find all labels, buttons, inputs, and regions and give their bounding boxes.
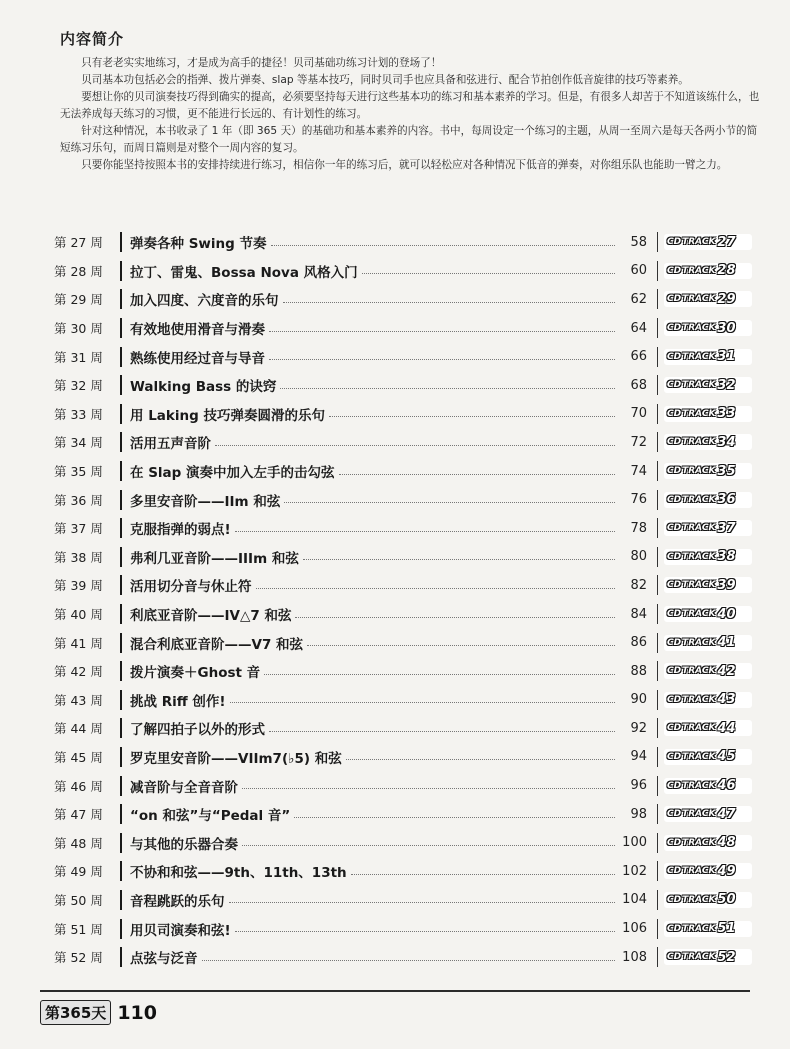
toc-separator	[120, 547, 122, 567]
toc-separator	[657, 318, 658, 338]
cd-track-badge	[664, 549, 752, 565]
toc-row[interactable]	[40, 571, 752, 600]
cd-track-badge	[664, 863, 752, 879]
toc-title: 音程跳跃的乐句	[130, 893, 225, 910]
track-number: 27	[717, 234, 736, 250]
toc-page-number: 70	[630, 406, 647, 422]
track-number: 28	[717, 263, 736, 279]
toc-separator	[120, 861, 122, 881]
page-footer	[40, 1000, 157, 1025]
toc-page-number: 104	[622, 892, 647, 908]
toc-separator	[657, 575, 658, 595]
toc-page-number: 60	[630, 263, 647, 279]
toc-title: 用贝司演奏和弦!	[130, 922, 231, 939]
toc-title: “on 和弦”与“Pedal 音”	[130, 808, 291, 825]
toc-row[interactable]	[40, 686, 752, 715]
track-label: TRACK	[682, 237, 716, 248]
toc-separator	[120, 776, 122, 796]
toc-week: 第 37 周	[54, 521, 103, 537]
toc-separator	[657, 690, 658, 710]
track-label: TRACK	[682, 637, 716, 648]
track-number: 37	[717, 520, 736, 536]
track-number: 46	[717, 778, 736, 794]
toc-page-number: 66	[630, 349, 647, 365]
cd-label: CD	[667, 351, 682, 362]
toc-leader-dots	[351, 874, 615, 875]
track-label: TRACK	[682, 780, 716, 791]
track-number: 35	[717, 463, 736, 479]
cd-track-badge	[664, 520, 752, 536]
toc-row[interactable]	[40, 400, 752, 429]
toc-separator	[657, 432, 658, 452]
toc-separator	[120, 318, 122, 338]
toc-separator	[657, 718, 658, 738]
toc-row[interactable]	[40, 314, 752, 343]
toc-week: 第 29 周	[54, 292, 103, 308]
toc-row[interactable]	[40, 228, 752, 257]
cd-track-badge	[664, 263, 752, 279]
toc-leader-dots	[307, 645, 615, 646]
toc-leader-dots	[269, 359, 615, 360]
toc-page-number: 106	[622, 921, 647, 937]
track-number: 45	[717, 749, 736, 765]
toc-week: 第 51 周	[54, 921, 103, 937]
toc-separator	[120, 375, 122, 395]
toc-week: 第 52 周	[54, 950, 103, 966]
toc-week: 第 41 周	[54, 635, 103, 651]
toc-page-number: 100	[622, 835, 647, 851]
toc-separator	[657, 232, 658, 252]
toc-week: 第 47 周	[54, 807, 103, 823]
cd-track-badge	[664, 778, 752, 794]
track-number: 31	[717, 349, 736, 365]
track-number: 29	[717, 291, 736, 307]
toc-week: 第 39 周	[54, 578, 103, 594]
toc-title: 挑战 Riff 创作!	[130, 693, 226, 710]
toc-separator	[120, 633, 122, 653]
toc-separator	[657, 461, 658, 481]
toc-leader-dots	[242, 788, 615, 789]
track-number: 49	[717, 863, 736, 879]
cd-label: CD	[667, 437, 682, 448]
track-number: 34	[717, 434, 736, 450]
cd-label: CD	[667, 609, 682, 620]
toc-week: 第 50 周	[54, 892, 103, 908]
toc-separator	[657, 490, 658, 510]
toc-separator	[120, 261, 122, 281]
toc-leader-dots	[295, 617, 615, 618]
toc-row[interactable]	[40, 485, 752, 514]
toc-page-number: 58	[630, 234, 647, 250]
toc-page-number: 102	[622, 863, 647, 879]
toc-week: 第 31 周	[54, 349, 103, 365]
toc-week: 第 33 周	[54, 406, 103, 422]
track-label: TRACK	[682, 294, 716, 305]
track-label: TRACK	[682, 609, 716, 620]
toc-row[interactable]	[40, 886, 752, 915]
toc-page-number: 88	[630, 663, 647, 679]
page-number: 110	[117, 1001, 157, 1024]
toc-week: 第 43 周	[54, 692, 103, 708]
toc-separator	[657, 804, 658, 824]
toc-page-number: 96	[630, 778, 647, 794]
toc-title: 点弦与泛音	[130, 951, 198, 968]
toc-row[interactable]	[40, 514, 752, 543]
toc-separator	[657, 289, 658, 309]
toc-separator	[120, 833, 122, 853]
track-label: TRACK	[682, 723, 716, 734]
toc-row[interactable]	[40, 714, 752, 743]
toc-separator	[120, 490, 122, 510]
cd-track-badge	[664, 692, 752, 708]
toc-row[interactable]	[40, 543, 752, 572]
toc-page-number: 90	[630, 692, 647, 708]
cd-label: CD	[667, 837, 682, 848]
toc-separator	[657, 547, 658, 567]
cd-label: CD	[667, 637, 682, 648]
toc-leader-dots	[256, 588, 616, 589]
toc-row[interactable]	[40, 257, 752, 286]
toc-page-number: 74	[630, 463, 647, 479]
cd-track-badge	[664, 720, 752, 736]
toc-title: 熟练使用经过音与导音	[130, 350, 265, 367]
toc-title: 加入四度、六度音的乐句	[130, 293, 279, 310]
toc-row[interactable]	[40, 342, 752, 371]
cd-label: CD	[667, 894, 682, 905]
toc-week: 第 35 周	[54, 464, 103, 480]
toc-title: 弹奏各种 Swing 节奏	[130, 236, 267, 253]
track-number: 36	[717, 492, 736, 508]
toc-title: 了解四拍子以外的形式	[130, 722, 265, 739]
toc-separator	[657, 919, 658, 939]
track-number: 50	[717, 892, 736, 908]
cd-label: CD	[667, 380, 682, 391]
toc-page-number: 62	[630, 291, 647, 307]
toc-row[interactable]	[40, 800, 752, 829]
toc-title: 拉丁、雷鬼、Bossa Nova 风格入门	[130, 264, 358, 281]
cd-track-badge	[664, 635, 752, 651]
track-label: TRACK	[682, 551, 716, 562]
toc-separator	[657, 347, 658, 367]
cd-label: CD	[667, 551, 682, 562]
toc-week: 第 48 周	[54, 835, 103, 851]
toc-title: 减音阶与全音音阶	[130, 779, 238, 796]
track-label: TRACK	[682, 494, 716, 505]
cd-label: CD	[667, 466, 682, 477]
toc-leader-dots	[294, 817, 615, 818]
toc-leader-dots	[284, 502, 615, 503]
toc-separator	[120, 461, 122, 481]
track-label: TRACK	[682, 837, 716, 848]
toc-separator	[657, 833, 658, 853]
cd-label: CD	[667, 723, 682, 734]
toc-row[interactable]	[40, 285, 752, 314]
toc-leader-dots	[215, 445, 615, 446]
toc-title: 活用切分音与休止符	[130, 579, 252, 596]
toc-page-number: 108	[622, 949, 647, 965]
toc-separator	[657, 604, 658, 624]
toc-week: 第 28 周	[54, 263, 103, 279]
toc-row[interactable]	[40, 828, 752, 857]
track-number: 40	[717, 606, 736, 622]
track-number: 42	[717, 663, 736, 679]
toc-separator	[120, 804, 122, 824]
toc-title: 有效地使用滑音与滑奏	[130, 322, 265, 339]
toc-title: 弗利几亚音阶——IIIm 和弦	[130, 550, 299, 567]
toc-week: 第 42 周	[54, 664, 103, 680]
intro-paragraph: 针对这种情况，本书收录了 1 年（即 365 天）的基础功和基本素养的内容。书中，每周设定一个练习的主题，从周一至周六是每天各两小节的简短练习乐句，而周日篇则是对整个一周内容的复习。	[60, 125, 758, 154]
toc-leader-dots	[346, 759, 615, 760]
track-label: TRACK	[682, 265, 716, 276]
cd-label: CD	[667, 523, 682, 534]
toc-separator	[120, 747, 122, 767]
cd-label: CD	[667, 666, 682, 677]
toc-week: 第 40 周	[54, 607, 103, 623]
track-label: TRACK	[682, 466, 716, 477]
toc-row[interactable]	[40, 600, 752, 629]
cd-label: CD	[667, 809, 682, 820]
track-label: TRACK	[682, 952, 716, 963]
toc-week: 第 32 周	[54, 378, 103, 394]
toc-separator	[120, 347, 122, 367]
toc-row[interactable]	[40, 943, 752, 972]
cd-track-badge	[664, 806, 752, 822]
track-number: 47	[717, 806, 736, 822]
toc-separator	[657, 404, 658, 424]
cd-label: CD	[667, 751, 682, 762]
track-number: 38	[717, 549, 736, 565]
intro-paragraph: 要想让你的贝司演奏技巧得到确实的提高，必须要坚持每天进行这些基本功的练习和基本素养的学习。但是，有很多人却苦于不知道该练什么，也无法养成每天练习的习惯，更不能进行长远的、有计划性的练习。	[60, 91, 760, 120]
toc-leader-dots	[303, 559, 615, 560]
toc-separator	[657, 776, 658, 796]
track-number: 33	[717, 406, 736, 422]
toc-separator	[120, 661, 122, 681]
toc-row[interactable]	[40, 857, 752, 886]
track-label: TRACK	[682, 380, 716, 391]
cd-label: CD	[667, 237, 682, 248]
toc-separator	[120, 919, 122, 939]
toc-separator	[657, 375, 658, 395]
toc-week: 第 36 周	[54, 492, 103, 508]
track-label: TRACK	[682, 351, 716, 362]
cd-track-badge	[664, 921, 752, 937]
cd-track-badge	[664, 492, 752, 508]
toc-separator	[657, 947, 658, 967]
toc-page-number: 78	[630, 520, 647, 536]
track-label: TRACK	[682, 751, 716, 762]
cd-track-badge	[664, 606, 752, 622]
cd-label: CD	[667, 408, 682, 419]
track-label: TRACK	[682, 523, 716, 534]
book-title-badge: 第365天	[40, 1000, 111, 1025]
cd-label: CD	[667, 952, 682, 963]
toc-page-number: 64	[630, 320, 647, 336]
track-label: TRACK	[682, 694, 716, 705]
toc-title: 拨片演奏＋Ghost 音	[130, 665, 261, 682]
track-label: TRACK	[682, 323, 716, 334]
toc-separator	[120, 289, 122, 309]
toc-title: 与其他的乐器合奏	[130, 836, 238, 853]
bottom-divider	[40, 990, 750, 992]
toc-row[interactable]	[40, 457, 752, 486]
track-label: TRACK	[682, 408, 716, 419]
toc-week: 第 46 周	[54, 778, 103, 794]
track-number: 30	[717, 320, 736, 336]
toc-week: 第 27 周	[54, 235, 103, 251]
toc-leader-dots	[235, 531, 615, 532]
toc-page-number: 92	[630, 720, 647, 736]
toc-page-number: 80	[630, 549, 647, 565]
table-of-contents	[40, 228, 752, 971]
track-label: TRACK	[682, 894, 716, 905]
toc-title: 克服指弹的弱点!	[130, 522, 231, 539]
toc-week: 第 45 周	[54, 749, 103, 765]
toc-page-number: 76	[630, 492, 647, 508]
track-label: TRACK	[682, 923, 716, 934]
toc-leader-dots	[229, 902, 616, 903]
toc-separator	[120, 432, 122, 452]
toc-separator	[657, 261, 658, 281]
track-number: 52	[717, 949, 736, 965]
cd-track-badge	[664, 434, 752, 450]
toc-title: 罗克里安音阶——VIIm7(♭5) 和弦	[130, 750, 342, 767]
cd-track-badge	[664, 577, 752, 593]
toc-week: 第 34 周	[54, 435, 103, 451]
toc-title: 用 Laking 技巧弹奏圆滑的乐句	[130, 407, 325, 424]
toc-separator	[657, 861, 658, 881]
track-label: TRACK	[682, 666, 716, 677]
cd-track-badge	[664, 234, 752, 250]
toc-leader-dots	[329, 416, 615, 417]
toc-row[interactable]	[40, 628, 752, 657]
cd-label: CD	[667, 265, 682, 276]
toc-row[interactable]	[40, 657, 752, 686]
cd-label: CD	[667, 866, 682, 877]
toc-title: 在 Slap 演奏中加入左手的击勾弦	[130, 465, 335, 482]
toc-row[interactable]	[40, 914, 752, 943]
toc-leader-dots	[339, 474, 615, 475]
toc-separator	[120, 575, 122, 595]
cd-track-badge	[664, 406, 752, 422]
cd-track-badge	[664, 349, 752, 365]
cd-track-badge	[664, 463, 752, 479]
intro-section	[60, 28, 760, 174]
toc-separator	[120, 947, 122, 967]
toc-leader-dots	[264, 674, 615, 675]
cd-track-badge	[664, 377, 752, 393]
toc-separator	[120, 890, 122, 910]
toc-separator	[657, 633, 658, 653]
track-number: 48	[717, 835, 736, 851]
intro-paragraph: 贝司基本功包括必会的指弹、拨片弹奏、slap 等基本技巧，同时贝司手也应具备和弦进行、配合节拍创作低音旋律的技巧等素养。	[81, 74, 689, 86]
toc-leader-dots	[280, 388, 615, 389]
track-number: 32	[717, 377, 736, 393]
intro-paragraph: 只要你能坚持按照本书的安排持续进行练习，相信你一年的练习后，就可以轻松应对各种情况下低音的弹奏，对你组乐队也能助一臂之力。	[81, 159, 728, 171]
toc-title: 多里安音阶——IIm 和弦	[130, 493, 281, 510]
toc-week: 第 49 周	[54, 864, 103, 880]
track-number: 39	[717, 577, 736, 593]
track-number: 41	[717, 635, 736, 651]
toc-separator	[120, 404, 122, 424]
toc-row[interactable]	[40, 371, 752, 400]
toc-week: 第 44 周	[54, 721, 103, 737]
toc-page-number: 84	[630, 606, 647, 622]
toc-page-number: 68	[630, 377, 647, 393]
cd-label: CD	[667, 780, 682, 791]
track-label: TRACK	[682, 866, 716, 877]
toc-separator	[120, 604, 122, 624]
cd-track-badge	[664, 663, 752, 679]
toc-separator	[120, 232, 122, 252]
intro-paragraph: 只有老老实实地练习，才是成为高手的捷径！贝司基础功练习计划的登场了！	[81, 57, 442, 69]
toc-leader-dots	[271, 245, 616, 246]
toc-title: 不协和和弦——9th、11th、13th	[130, 865, 347, 882]
cd-label: CD	[667, 294, 682, 305]
toc-leader-dots	[242, 845, 615, 846]
toc-leader-dots	[269, 731, 615, 732]
toc-separator	[120, 718, 122, 738]
toc-title: 利底亚音阶——IV△7 和弦	[130, 608, 292, 625]
toc-separator	[657, 518, 658, 538]
toc-separator	[120, 518, 122, 538]
toc-separator	[657, 890, 658, 910]
toc-title: Walking Bass 的诀窍	[130, 379, 277, 396]
cd-track-badge	[664, 892, 752, 908]
cd-label: CD	[667, 923, 682, 934]
toc-row[interactable]	[40, 743, 752, 772]
toc-row[interactable]	[40, 771, 752, 800]
intro-title: 内容简介	[60, 30, 125, 48]
track-number: 51	[717, 921, 736, 937]
toc-week: 第 30 周	[54, 321, 103, 337]
track-number: 44	[717, 720, 736, 736]
cd-track-badge	[664, 949, 752, 965]
track-label: TRACK	[682, 580, 716, 591]
cd-label: CD	[667, 494, 682, 505]
track-label: TRACK	[682, 437, 716, 448]
toc-separator	[120, 690, 122, 710]
toc-leader-dots	[362, 273, 615, 274]
toc-week: 第 38 周	[54, 549, 103, 565]
toc-leader-dots	[230, 702, 615, 703]
cd-track-badge	[664, 835, 752, 851]
toc-page-number: 98	[630, 806, 647, 822]
track-label: TRACK	[682, 809, 716, 820]
cd-label: CD	[667, 323, 682, 334]
toc-title: 活用五声音阶	[130, 436, 211, 453]
toc-leader-dots	[235, 931, 615, 932]
toc-separator	[657, 747, 658, 767]
cd-label: CD	[667, 694, 682, 705]
toc-leader-dots	[269, 331, 615, 332]
cd-track-badge	[664, 749, 752, 765]
cd-track-badge	[664, 291, 752, 307]
toc-leader-dots	[283, 302, 616, 303]
cd-label: CD	[667, 580, 682, 591]
toc-title: 混合利底亚音阶——V7 和弦	[130, 636, 304, 653]
track-number: 43	[717, 692, 736, 708]
toc-page-number: 72	[630, 434, 647, 450]
toc-separator	[657, 661, 658, 681]
toc-page-number: 94	[630, 749, 647, 765]
toc-page-number: 82	[630, 577, 647, 593]
toc-page-number: 86	[630, 635, 647, 651]
toc-row[interactable]	[40, 428, 752, 457]
cd-track-badge	[664, 320, 752, 336]
intro-body	[60, 55, 760, 174]
toc-leader-dots	[202, 960, 616, 961]
